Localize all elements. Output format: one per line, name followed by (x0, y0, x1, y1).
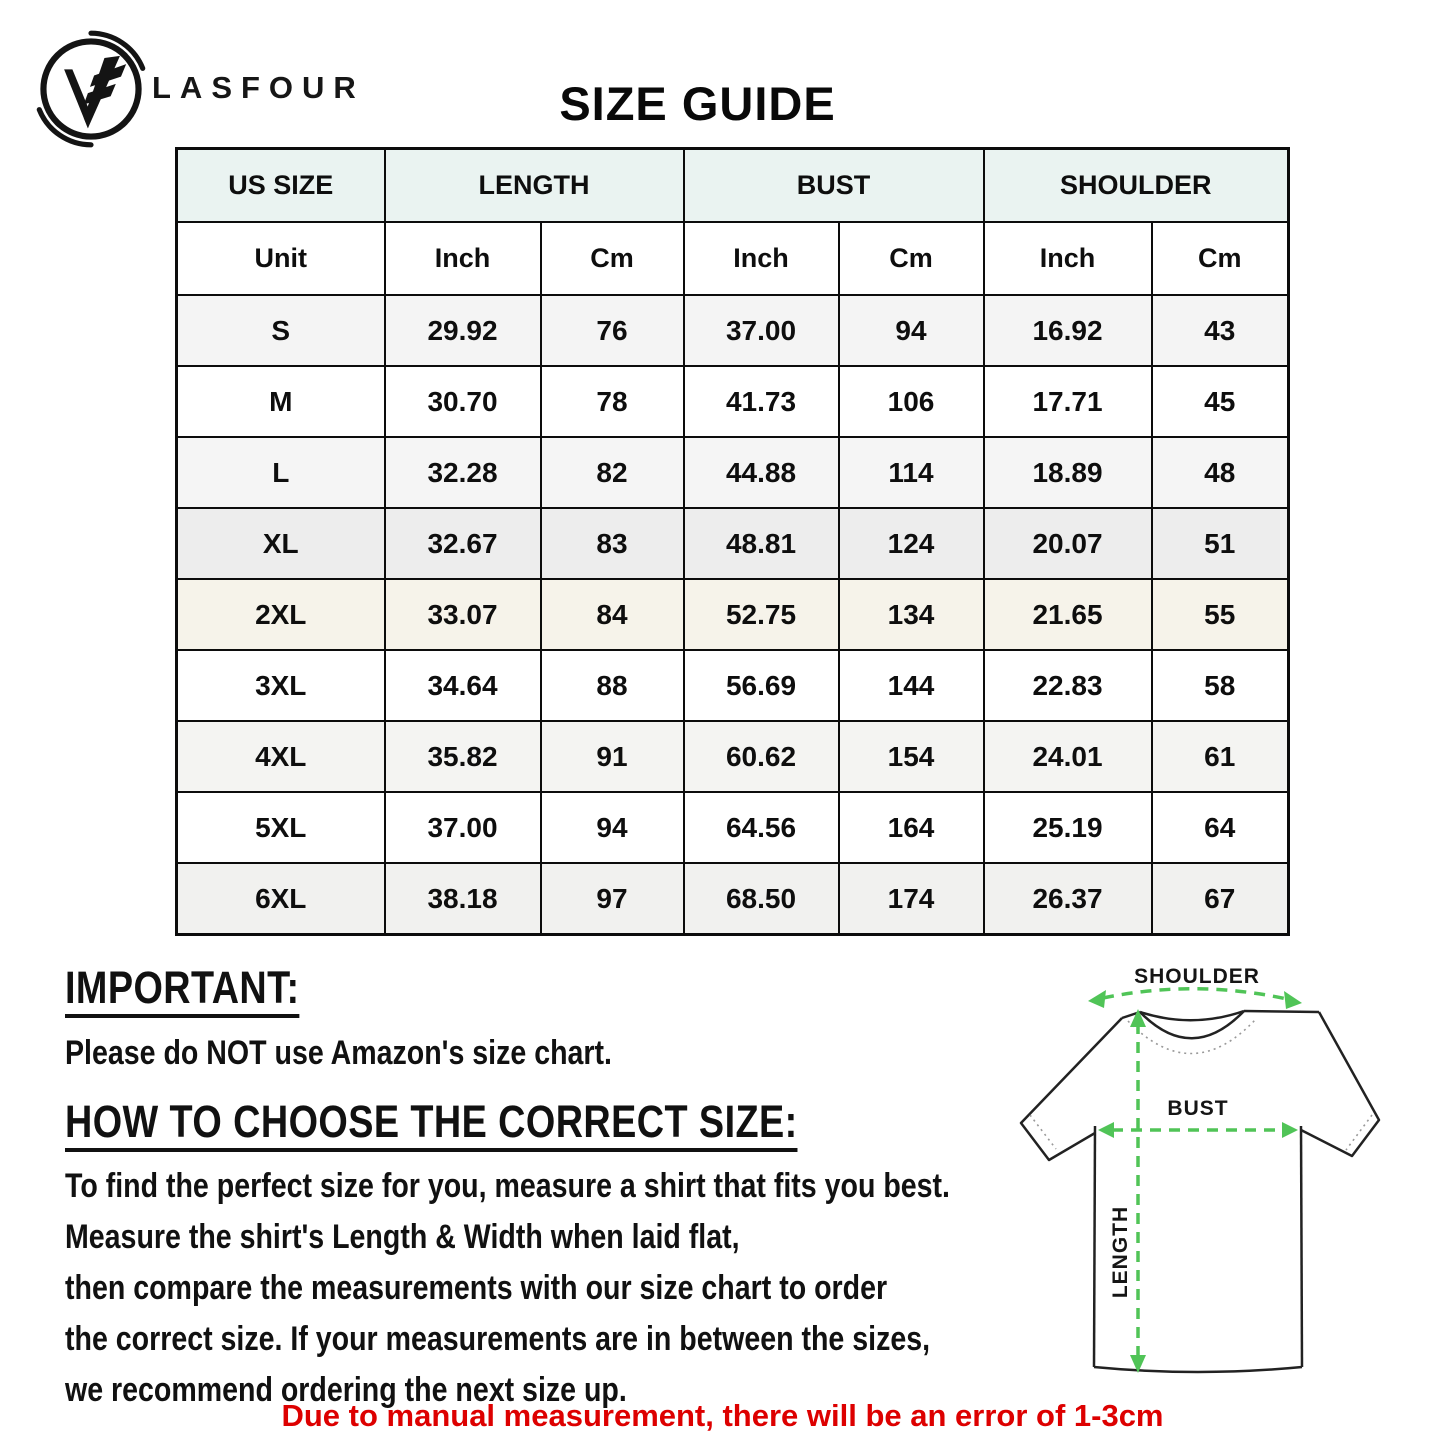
size-label-cell: 5XL (177, 792, 385, 863)
measurement-cell: 164 (839, 792, 984, 863)
howto-line: then compare the measurements with our size chart to order (65, 1269, 888, 1307)
important-heading: IMPORTANT: (65, 964, 299, 1018)
measurement-cell: 48.81 (684, 508, 839, 579)
measurement-cell: 55 (1152, 579, 1289, 650)
howto-text (65, 1161, 1073, 1416)
measurement-cell: 35.82 (385, 721, 541, 792)
measurement-cell: 26.37 (984, 863, 1152, 935)
measurement-cell: 134 (839, 579, 984, 650)
column-header: LENGTH (385, 149, 684, 223)
measurement-cell: 41.73 (684, 366, 839, 437)
measurement-cell: 20.07 (984, 508, 1152, 579)
measurement-cell: 30.70 (385, 366, 541, 437)
unit-header: Cm (1152, 222, 1289, 295)
length-label: LENGTH (1109, 1205, 1132, 1299)
size-label-cell: S (177, 295, 385, 366)
measurement-cell: 52.75 (684, 579, 839, 650)
measurement-cell: 58 (1152, 650, 1289, 721)
measurement-cell: 144 (839, 650, 984, 721)
measurement-cell: 32.28 (385, 437, 541, 508)
howto-line: To find the perfect size for you, measure a shirt that fits you best. (65, 1167, 950, 1205)
size-label-cell: L (177, 437, 385, 508)
size-label-cell: XL (177, 508, 385, 579)
measurement-cell: 76 (541, 295, 684, 366)
tshirt-outline (1021, 1011, 1379, 1372)
unit-header: Inch (385, 222, 541, 295)
measurement-cell: 94 (541, 792, 684, 863)
measurement-cell: 94 (839, 295, 984, 366)
measurement-cell: 64 (1152, 792, 1289, 863)
size-row (177, 579, 1289, 650)
disclaimer: Due to manual measurement, there will be an error of 1-3cm (281, 1398, 1164, 1433)
shoulder-label: SHOULDER (1134, 965, 1260, 988)
measurement-cell: 88 (541, 650, 684, 721)
measurement-cell: 67 (1152, 863, 1289, 935)
column-header: SHOULDER (984, 149, 1289, 223)
measurement-cell: 37.00 (385, 792, 541, 863)
stitch-seams (1030, 1019, 1372, 1150)
measurement-cell: 154 (839, 721, 984, 792)
measurement-cell: 38.18 (385, 863, 541, 935)
measurement-cell: 44.88 (684, 437, 839, 508)
measurement-cell: 106 (839, 366, 984, 437)
size-row (177, 508, 1289, 579)
size-label-cell: M (177, 366, 385, 437)
size-label-cell: 4XL (177, 721, 385, 792)
measurement-cell: 34.64 (385, 650, 541, 721)
measurement-cell: 17.71 (984, 366, 1152, 437)
size-row (177, 863, 1289, 935)
measurement-cell: 45 (1152, 366, 1289, 437)
howto-line: we recommend ordering the next size up. (65, 1371, 627, 1409)
size-row (177, 792, 1289, 863)
measurement-cell: 114 (839, 437, 984, 508)
measurement-cell: 174 (839, 863, 984, 935)
measurement-cell: 61 (1152, 721, 1289, 792)
unit-header: Cm (839, 222, 984, 295)
unit-header: Inch (684, 222, 839, 295)
unit-header: Unit (177, 222, 385, 295)
page-title: SIZE GUIDE (559, 77, 836, 130)
measurement-cell: 97 (541, 863, 684, 935)
measurement-cell: 124 (839, 508, 984, 579)
measurement-cell: 32.67 (385, 508, 541, 579)
measurement-cell: 83 (541, 508, 684, 579)
measurement-cell: 25.19 (984, 792, 1152, 863)
measurement-cell: 84 (541, 579, 684, 650)
howto-line: Measure the shirt's Length & Width when laid flat, (65, 1218, 740, 1256)
unit-header: Cm (541, 222, 684, 295)
size-label-cell: 6XL (177, 863, 385, 935)
size-row (177, 366, 1289, 437)
measurement-cell: 29.92 (385, 295, 541, 366)
measurement-cell: 78 (541, 366, 684, 437)
size-table (175, 147, 1290, 936)
measurement-cell: 37.00 (684, 295, 839, 366)
size-row (177, 721, 1289, 792)
measurement-cell: 48 (1152, 437, 1289, 508)
measurement-cell: 82 (541, 437, 684, 508)
unit-header: Inch (984, 222, 1152, 295)
size-row (177, 650, 1289, 721)
measurement-cell: 18.89 (984, 437, 1152, 508)
measurement-cell: 51 (1152, 508, 1289, 579)
arrowheads (1088, 990, 1302, 1373)
size-label-cell: 3XL (177, 650, 385, 721)
measurement-cell: 68.50 (684, 863, 839, 935)
shoulder-arrow (1103, 989, 1287, 999)
measurement-cell: 33.07 (385, 579, 541, 650)
bust-label: BUST (1167, 1097, 1229, 1120)
size-row (177, 295, 1289, 366)
important-text: Please do NOT use Amazon's size chart. (65, 1034, 612, 1072)
column-header: BUST (684, 149, 984, 223)
howto-line: the correct size. If your measurements are in between the sizes, (65, 1320, 931, 1358)
measurement-cell: 56.69 (684, 650, 839, 721)
measurement-cell: 24.01 (984, 721, 1152, 792)
measurement-cell: 60.62 (684, 721, 839, 792)
size-row (177, 437, 1289, 508)
measurement-cell: 22.83 (984, 650, 1152, 721)
measurement-cell: 64.56 (684, 792, 839, 863)
brand-name: LASFOUR (152, 70, 365, 105)
tshirt-diagram (1008, 963, 1408, 1395)
measure-arrows (1103, 989, 1287, 1359)
measurement-cell: 43 (1152, 295, 1289, 366)
howto-heading: HOW TO CHOOSE THE CORRECT SIZE: (65, 1098, 798, 1152)
measurement-cell: 16.92 (984, 295, 1152, 366)
column-header: US SIZE (177, 149, 385, 223)
measurement-cell: 21.65 (984, 579, 1152, 650)
notes-section (65, 964, 1073, 1416)
size-label-cell: 2XL (177, 579, 385, 650)
measurement-cell: 91 (541, 721, 684, 792)
